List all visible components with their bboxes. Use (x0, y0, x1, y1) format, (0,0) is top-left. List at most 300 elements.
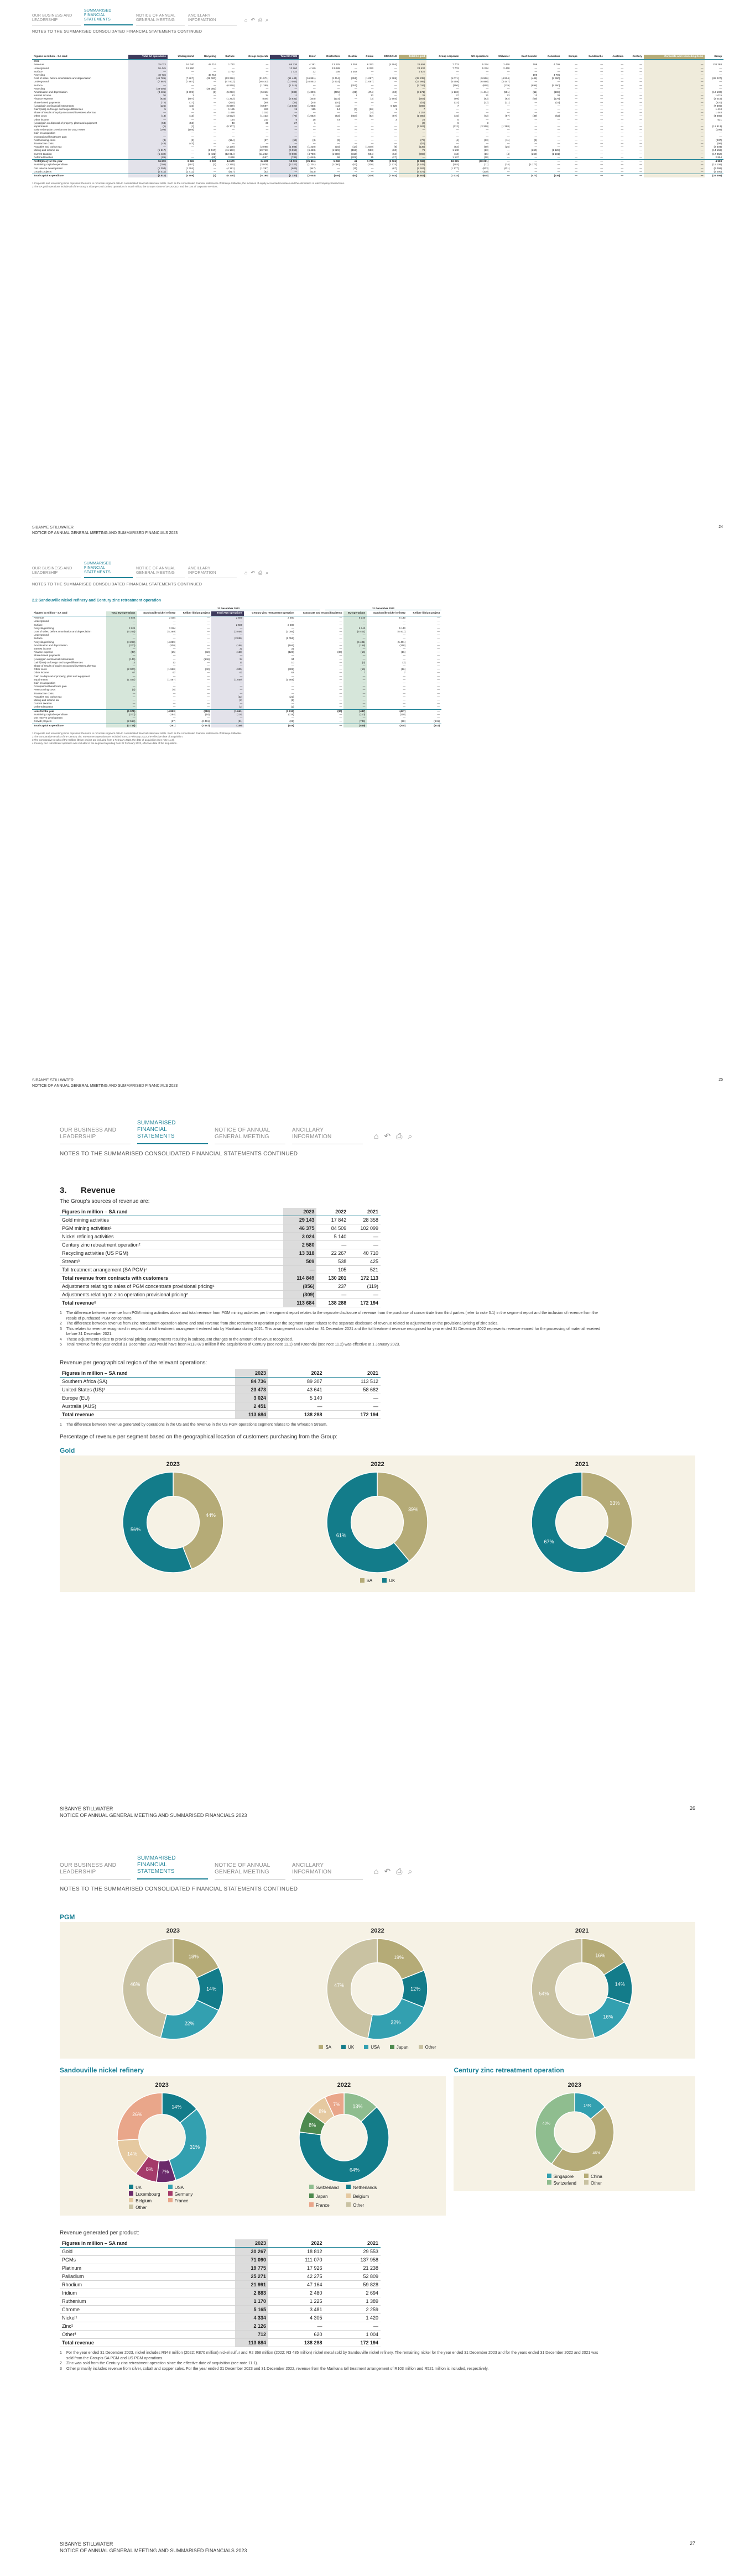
cell-value: 113 512 (325, 1377, 381, 1385)
cell-value: — (600, 114, 603, 118)
cell-value: — (639, 63, 642, 66)
page-subtitle: NOTES TO THE SUMMARISED CONSOLIDATED FINANCIAL STATEMENTS CONTINUED (60, 1151, 298, 1157)
cell-value: — (394, 132, 397, 135)
print-icon[interactable]: ⎙ (396, 1867, 403, 1876)
revenue-per-product-intro: Revenue generated per product: (60, 2230, 139, 2236)
cell-value: — (339, 699, 342, 702)
column-header: Driefontein (317, 55, 342, 60)
cell-value: (5 401) (343, 630, 367, 633)
cell-value: — (337, 166, 340, 170)
footnote: 2 The comparative results of the Century zinc retreatment operation are included from 22 February 2022, the effective date of acquisition. (32, 735, 183, 738)
cell-value: 31 (291, 647, 294, 651)
table-row (60, 1274, 381, 1282)
cell-value: (158) (343, 644, 367, 647)
cell-value (644, 60, 705, 64)
nav-tab-financials[interactable]: SUMMARISED FINANCIAL STATEMENTS (137, 1120, 208, 1144)
gold-charts-panel (60, 1455, 695, 1592)
cell-value (490, 60, 511, 64)
cell-value: (3) (402, 661, 406, 664)
cell-value: — (232, 74, 235, 77)
cell-value: (53) (352, 163, 357, 166)
cell-value: — (486, 87, 489, 90)
segment-table-2022 (32, 55, 723, 177)
slice-label: 14% (171, 2104, 181, 2110)
table-row (60, 1377, 381, 1385)
cell-value (460, 60, 490, 64)
nav-tab-agm[interactable]: NOTICE OF ANNUAL GENERAL MEETING (215, 1862, 285, 1879)
footnote (60, 2350, 604, 2361)
cell-value: — (437, 661, 440, 664)
search-icon[interactable]: ⌕ (265, 17, 269, 23)
cell-value: (1 611) (244, 709, 295, 713)
cell-value: (2 518) (106, 720, 137, 724)
cell-value: — (719, 80, 722, 83)
back-icon[interactable]: ↶ (384, 1132, 391, 1140)
cell-value: — (214, 104, 216, 107)
cell-value: 1 170 (235, 2297, 268, 2306)
row-label: Deferred taxation (34, 705, 54, 709)
row-label: Recycling activities (US PGM) (60, 1249, 283, 1258)
cell-value: (883) (270, 91, 299, 94)
column-header: 2023 (283, 1208, 316, 1216)
cell-value: (60) (392, 91, 397, 94)
cell-value: 62 (291, 671, 294, 674)
back-icon[interactable]: ↶ (251, 17, 255, 23)
cell-value: (30) (337, 651, 342, 654)
nav-tab-financials[interactable]: SUMMARISED FINANCIAL STATEMENTS (137, 1855, 208, 1879)
print-icon[interactable]: ⎙ (258, 17, 263, 23)
table-row (32, 616, 441, 620)
legend-swatch (168, 2185, 173, 2189)
cell-value: — (211, 654, 244, 657)
legend-label: UK (389, 1578, 395, 1583)
home-icon[interactable]: ⌂ (374, 1132, 379, 1140)
cell-value: (88 227) (712, 77, 722, 80)
cell-value: — (621, 80, 624, 83)
donut-svg (529, 1936, 634, 2041)
cell-value: 48 716 (208, 74, 216, 77)
cell-value: 7 (457, 104, 459, 107)
cell-value: — (605, 160, 625, 164)
cell-value: (1 304) (128, 167, 168, 170)
print-icon[interactable]: ⎙ (258, 570, 263, 575)
cell-value: — (644, 142, 705, 145)
cell-value: — (557, 125, 560, 128)
cell-value: — (343, 624, 367, 627)
cell-value: (72) (270, 114, 299, 118)
nav-tab-business[interactable]: OUR BUSINESS AND LEADERSHIP (32, 567, 81, 578)
slice-label: 19% (394, 1954, 404, 1960)
cell-value: (77) (399, 139, 427, 142)
cell-value: (13 995) (399, 80, 427, 83)
cell-value: — (456, 135, 459, 138)
cell-value: — (621, 114, 624, 118)
nav-tab-agm[interactable]: NOTICE OF ANNUAL GENERAL MEETING (136, 14, 185, 25)
cell-value: — (207, 685, 210, 688)
cell-value: — (511, 160, 539, 164)
cell-value: 17 926 (268, 2264, 324, 2273)
cell-value: — (644, 63, 705, 66)
cell-value: — (507, 111, 510, 114)
cell-value: — (343, 647, 367, 651)
nav-tab-financials[interactable]: SUMMARISED FINANCIAL STATEMENTS (84, 9, 133, 25)
column-header: Figures in million – SA rand (60, 2239, 235, 2248)
row-label: Surface (34, 623, 43, 626)
legend-label: Other (425, 2045, 436, 2050)
cell-value: (1) (128, 125, 168, 128)
cell-value: — (621, 149, 624, 152)
cell-value: — (211, 716, 244, 720)
donut-chart (533, 2082, 616, 2174)
nav-tab-ancillary[interactable]: ANCILLARY INFORMATION (292, 1862, 363, 1879)
cell-value: (16) (343, 651, 367, 654)
cell-value: (67) (171, 720, 176, 723)
page-segment-report-2022 (0, 0, 755, 553)
nav-tab-ancillary[interactable]: ANCILLARY INFORMATION (188, 567, 237, 578)
back-icon[interactable]: ↶ (384, 1867, 391, 1876)
cell-value: 3 024 (169, 616, 176, 620)
cell-value: (16) (343, 668, 367, 671)
row-label: Nickel¹ (60, 2314, 235, 2322)
cell-value: (52) (454, 145, 459, 149)
cell-value: (1 994) (389, 97, 397, 101)
cell-value: — (575, 66, 577, 70)
cell-value: — (437, 685, 440, 688)
nav-tab-business[interactable]: OUR BUSINESS AND LEADERSHIP (32, 14, 81, 25)
cell-value: — (207, 637, 210, 640)
cell-value: 217 (264, 118, 269, 121)
footnote: 4 Century zinc retreatment operation was included in the segment reporting from 22 February 2022, effective date of the acquisition. (32, 741, 178, 745)
cell-value: — (291, 692, 294, 695)
cell-value: 114 849 (283, 1274, 316, 1282)
cell-value: — (268, 1402, 324, 1410)
cell-value: 23 530 (399, 67, 427, 70)
cell-value: 113 684 (235, 2339, 268, 2347)
table-row (60, 2306, 381, 2314)
legend-item (584, 2174, 602, 2179)
search-icon[interactable]: ⌕ (408, 1867, 413, 1876)
donut-svg (325, 1936, 430, 2041)
row-label: Impairments (34, 125, 48, 128)
footer-doc-title: NOTICE OF ANNUAL GENERAL MEETING AND SUMMARISED FINANCIALS 2023 (60, 2548, 247, 2553)
legend-label: Belgium (136, 2198, 152, 2203)
print-icon[interactable]: ⎙ (396, 1132, 403, 1140)
cell-value: — (437, 674, 440, 678)
page-footer (0, 525, 755, 536)
cell-value: (4 680) (714, 114, 722, 118)
cell-value: (2 604) (399, 167, 427, 170)
revenue-geo-table (60, 1369, 381, 1419)
cell-value: — (337, 135, 340, 138)
legend-label: Other (353, 2203, 365, 2208)
cell-value: — (191, 145, 194, 149)
search-icon[interactable]: ⌕ (265, 570, 269, 575)
cell-value: — (644, 139, 705, 142)
cell-value: — (575, 128, 577, 132)
cell-value: — (354, 101, 357, 104)
cell-value: 25 (399, 118, 427, 122)
cell-value: (72) (128, 101, 168, 104)
cell-value: — (621, 166, 624, 170)
footnote-text: The difference between revenue from zinc retreatment operation above and total revenue from zinc retreatment operation per the segment report relates to the separate disclosure of revenue related to adjustments on the provisional pricing of zinc sales. (66, 1322, 499, 1326)
cell-value: — (644, 160, 705, 164)
table-row (60, 1385, 381, 1394)
cell-value: — (394, 121, 397, 124)
nav-tab-agm[interactable]: NOTICE OF ANNUAL GENERAL MEETING (136, 567, 185, 578)
nav-tab-ancillary[interactable]: ANCILLARY INFORMATION (188, 14, 237, 25)
cell-value: (16) (484, 152, 489, 155)
cell-value: 138 288 (712, 63, 722, 66)
cell-value: (2) (290, 705, 294, 709)
column-header: Columbus (539, 55, 561, 60)
row-label: Current taxation (34, 152, 52, 155)
cell-value: — (296, 724, 344, 727)
column-header: Corporate and reconciling items (296, 611, 344, 616)
cell-value: 1 004 (325, 2331, 381, 2339)
cell-value: — (214, 135, 216, 138)
legend-swatch (364, 2045, 368, 2049)
table-row (60, 2297, 381, 2306)
cell-value: 1 448 (715, 111, 722, 114)
cell-value: — (539, 160, 561, 164)
cell-value: (110) (343, 713, 367, 716)
cell-value: — (437, 699, 440, 702)
nav-tab-business[interactable]: OUR BUSINESS AND LEADERSHIP (60, 1127, 131, 1144)
cell-value: 1 152 (399, 111, 427, 114)
legend-label: USA (371, 2045, 380, 2050)
cell-value: — (354, 132, 357, 135)
cell-value: 23 (507, 94, 510, 97)
cell-value: (1 669) (286, 678, 294, 681)
cell-value: — (557, 70, 560, 73)
cell-value: (785) (270, 156, 299, 160)
cell-value: (53) (399, 142, 427, 145)
cell-value: — (644, 74, 705, 77)
legend-item (168, 2185, 193, 2190)
cell-value: — (106, 702, 137, 705)
column-header: 2022 (268, 2239, 324, 2248)
footer-doc-title: NOTICE OF ANNUAL GENERAL MEETING AND SUMMARISED FINANCIALS 2023 (32, 531, 178, 535)
cell-value: (43) (128, 142, 168, 145)
cell-value: (309) (283, 1291, 316, 1299)
slice-label: 26% (132, 2111, 142, 2117)
cell-value: — (394, 74, 397, 77)
nav-tab-agm[interactable]: NOTICE OF ANNUAL GENERAL MEETING (215, 1127, 285, 1144)
cell-value: (1 087) (365, 77, 374, 80)
cell-value: (20) (369, 108, 374, 111)
cell-value: (3 502) (226, 114, 235, 118)
home-icon[interactable]: ⌂ (244, 570, 248, 575)
cell-value: — (639, 121, 642, 124)
cell-value: (6 428) (308, 149, 316, 152)
row-label: Iridium (60, 2289, 235, 2297)
cell-value: — (575, 125, 577, 128)
cell-value: 36 (557, 94, 560, 97)
cell-value: 712 (235, 2331, 268, 2339)
cell-value: 3 024 (283, 1233, 316, 1241)
slice-sa (582, 1472, 632, 1547)
cell-value: (12 014) (225, 152, 235, 155)
cell-value: (1 389) (260, 83, 269, 87)
cell-value: (158) (399, 643, 406, 647)
cell-value: — (575, 63, 577, 66)
cell-value: — (214, 132, 216, 135)
column-header: 2023 (235, 1369, 268, 1378)
cell-value: — (575, 142, 577, 145)
cell-value: — (371, 166, 374, 170)
cell-value: (1 177) (450, 166, 459, 170)
cell-value: (3 431) (128, 91, 168, 94)
footnote-text: Other primarily includes revenue from silver, cobalt and copper sales. For the year ended 31 December 2023 and 31 December 2022, revenue from the Marikana toll treatment arrangement of R103 million and R521 million is included, respectively. (66, 2366, 489, 2371)
column-header: Europe (561, 55, 579, 60)
legend-item (309, 2193, 339, 2201)
cell-value: — (265, 135, 269, 138)
cell-value: (1 132) (450, 91, 459, 94)
cell-value: (6 859) (226, 83, 235, 87)
cell-value: — (283, 1266, 316, 1274)
cell-value: — (207, 688, 210, 692)
row-label: Royalties and carbon tax (34, 695, 62, 698)
cell-value: 68 (337, 155, 340, 159)
legend-label: France (315, 2203, 330, 2208)
cell-value: — (371, 170, 374, 173)
cell-value: — (575, 74, 577, 77)
cell-value: — (600, 66, 603, 70)
cell-value: (85) (211, 155, 216, 159)
cell-value: — (600, 155, 603, 159)
home-icon[interactable]: ⌂ (374, 1867, 379, 1876)
column-header: DRDGOLD (375, 55, 398, 60)
cell-value: — (291, 633, 294, 637)
donut-svg (115, 2091, 209, 2185)
footnote-text: The difference between revenue from PGM mining activities above and total revenue from PGM mining activities per the segment report relates to the separate disclosure of revenue from the purchase of concentrate from third parties (refer to note 3.1) in the segment report and the inclusion of revenue from the resale of purchased PGM concentrate. (66, 1311, 598, 1321)
cell-value: — (456, 128, 459, 132)
cell-value: (1 432) (208, 152, 216, 155)
row-label: Recycling/refining (34, 640, 54, 643)
cell-value: — (644, 167, 705, 170)
cell-value: — (437, 705, 440, 709)
cell-value: — (399, 74, 427, 77)
cell-value: — (106, 675, 137, 678)
cell-value: (4 853) (137, 709, 178, 713)
cell-value: (3) (213, 91, 216, 94)
cell-value: — (625, 174, 644, 177)
cell-value: 1 732 (228, 70, 235, 73)
legend-item (360, 1578, 373, 1583)
cell-value: — (214, 114, 216, 118)
cell-value: — (639, 152, 642, 155)
cell-value: — (625, 160, 644, 164)
cell-value: (318) (351, 152, 357, 155)
cell-value: (218) (177, 709, 211, 713)
cell-value: 5 140 (268, 1394, 324, 1402)
row-label: Royalties and carbon tax (34, 145, 62, 149)
cell-value: (82) (335, 114, 340, 118)
cell-value: — (621, 83, 624, 87)
slice-label: 33% (610, 1500, 620, 1506)
cell-value: — (265, 128, 269, 132)
back-icon[interactable]: ↶ (251, 570, 255, 575)
cell-value: — (575, 83, 577, 87)
cell-value: 1 147 (452, 155, 459, 159)
cell-value: (64) (341, 174, 358, 177)
cell-value: — (403, 716, 406, 720)
cell-value: (1) (190, 125, 194, 128)
cell-value: (2 718) (106, 724, 137, 727)
search-icon[interactable]: ⌕ (408, 1132, 413, 1140)
cell-value: (208) (351, 155, 357, 159)
cell-value: (1 201) (308, 163, 316, 166)
cell-value: — (557, 163, 560, 166)
table-row (60, 1402, 381, 1410)
cell-value: — (191, 132, 194, 135)
nav-tab-ancillary[interactable]: ANCILLARY INFORMATION (292, 1127, 363, 1144)
cell-value: (1 648) (308, 155, 316, 159)
column-header: Corporate and reconciling items (644, 55, 705, 60)
cell-value: — (621, 66, 624, 70)
cell-value: 7 (404, 671, 406, 674)
cell-value: — (644, 170, 705, 174)
cell-value: — (371, 138, 374, 142)
row-label: Mining and income tax (34, 149, 59, 152)
nav-tab-financials[interactable]: SUMMARISED FINANCIAL STATEMENTS (84, 562, 133, 578)
chart-year: 2022 (371, 1461, 384, 1468)
page-number: 24 (718, 525, 723, 529)
cell-value: 75 023 (128, 63, 168, 66)
footnote (60, 1422, 604, 1428)
cell-value: (2 098) (260, 145, 269, 149)
legend-item (346, 2202, 377, 2210)
cell-value: 113 684 (235, 1410, 268, 1418)
cell-value: 67 (173, 671, 176, 674)
cell-value: (1 517) (208, 149, 216, 152)
page-subtitle: NOTES TO THE SUMMARISED CONSOLIDATED FINANCIAL STATEMENTS CONTINUED (32, 30, 202, 34)
cell-value: — (207, 695, 210, 698)
cell-value: (1 380) (399, 114, 427, 118)
cell-value: (74) (505, 163, 510, 166)
cell-value: — (639, 145, 642, 149)
page-footer (0, 2541, 755, 2554)
cell-value: 7 (343, 671, 367, 674)
segment-percent-intro: Percentage of revenue per segment based on the geographical location of customers purchasing from the Group: (60, 1434, 337, 1440)
cell-value: (158) (351, 149, 357, 152)
cell-value: (4) (506, 152, 510, 155)
revenue-sources-intro: The Group's sources of revenue are: (60, 1198, 150, 1205)
cell-value: — (265, 132, 269, 135)
nav-tab-business[interactable]: OUR BUSINESS AND LEADERSHIP (60, 1862, 131, 1879)
cell-value: — (211, 692, 244, 695)
home-icon[interactable]: ⌂ (244, 17, 248, 23)
legend-label: Switzerland (315, 2185, 339, 2190)
cell-value: 6 926 (390, 104, 397, 107)
legend-swatch (309, 2202, 314, 2207)
cell-value: — (621, 74, 624, 77)
cell-value: — (600, 170, 603, 173)
cell-value: 7 703 (452, 66, 459, 70)
cell-value: (100) (482, 170, 489, 173)
page-footer (0, 1078, 755, 1089)
cell-value: — (354, 142, 357, 145)
cell-value: 3 024 (106, 616, 137, 620)
slice-label: 39% (408, 1506, 419, 1512)
slice-label: 64% (349, 2167, 360, 2173)
cell-value: — (173, 664, 176, 668)
cell-value: — (399, 128, 427, 132)
cell-value: (110) (399, 713, 406, 716)
cell-value: 199 (533, 63, 538, 66)
legend-swatch (346, 2202, 351, 2207)
cell-value: — (339, 647, 342, 651)
